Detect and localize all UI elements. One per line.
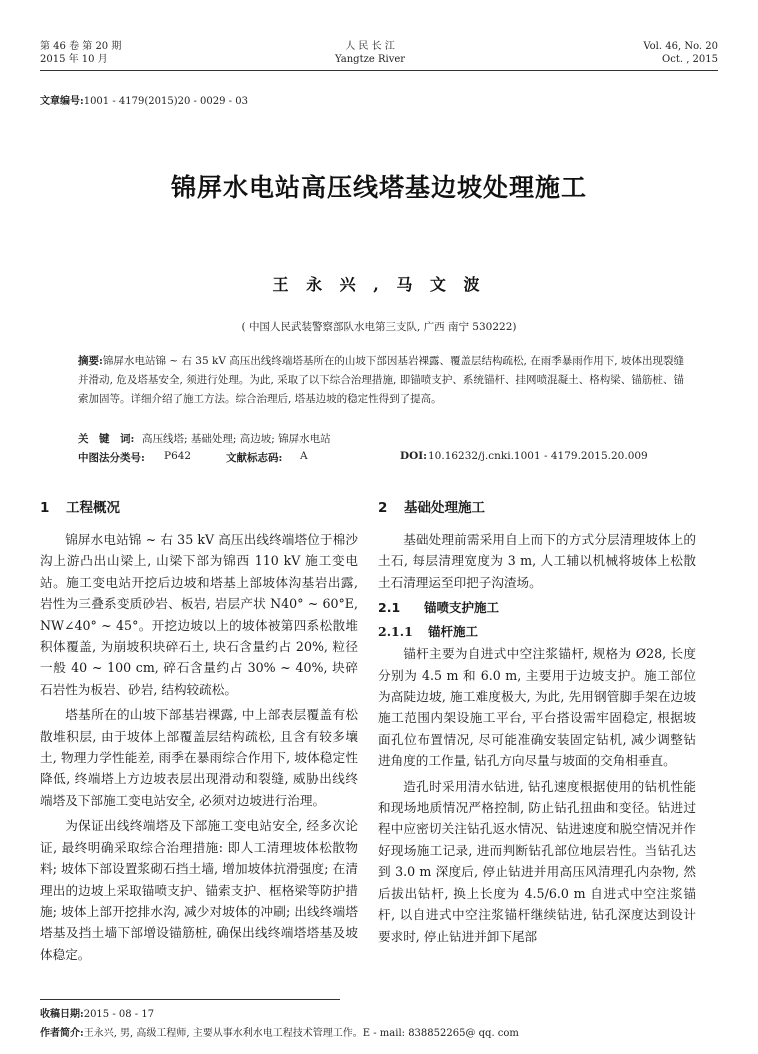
received-date bbox=[40, 1005, 154, 1020]
date-en: Oct. , 2015 bbox=[662, 54, 718, 65]
keywords-label: 关 键 词: bbox=[78, 433, 135, 445]
right-column bbox=[378, 497, 696, 951]
date-cn: 2015 年 10 月 bbox=[40, 54, 108, 65]
doc-code-value: A bbox=[300, 450, 308, 462]
footnote-rule bbox=[40, 999, 340, 1000]
article-number-value: 1001 - 4179(2015)20 - 0029 - 03 bbox=[83, 96, 248, 107]
section-1-paragraph-1: 锦屏水电站锦 ~ 右 35 kV 高压出线终端塔位于棉沙沟上游凸出山梁上, 山梁下部为锦西 110 kV 施工变电站。施工变电站开挖后边坡和塔基上部坡体沟基岩出露, 岩性为三叠系变质砂岩、板岩, 岩层产状 N40° ~ 60°E, NW∠40° ~ 45°。开挖边坡以上的坡体被第四系松散堆积体覆盖, 为崩坡积块碎石土, 块石含量约占 20%, 粒径一般 40 ~ 100 cm, 碎石含量约占 30% ~ 40%, 块碎石岩性为板岩、砂岩, 结构较疏松。 bbox=[40, 532, 358, 697]
author-bio bbox=[40, 1024, 519, 1039]
affiliation: ( 中国人民武装警察部队水电第三支队, 广西 南宁 530222) bbox=[241, 321, 517, 333]
volume-issue-en: Vol. 46, No. 20 bbox=[643, 41, 718, 52]
author-list: 王 永 兴 , 马 文 波 bbox=[272, 275, 486, 294]
abstract-label: 摘要: bbox=[78, 355, 103, 367]
running-header-right bbox=[643, 40, 718, 66]
abstract-text: 锦屏水电站锦 ~ 右 35 kV 高压出线终端塔基所在的山坡下部因基岩裸露、覆盖层结构疏松, 在雨季暴雨作用下, 坡体出现裂缝并滑动, 危及塔基安全, 须进行处理。为此, 采取了以下综合治理措施, 即锚喷支护、系统锚杆、挂网喷混凝土、格构梁、锚筋桩、锚索加固等。详细介绍了施工方法。综合治理后, 塔基边坡的稳定性得到了提高。 bbox=[78, 355, 684, 405]
left-column bbox=[40, 497, 358, 969]
section-1-paragraph-2: 塔基所在的山坡下部基岩裸露, 中上部表层覆盖有松散堆积层, 由于坡体上部覆盖层结构疏松, 且含有较多壤土, 物理力学性能差, 雨季在暴雨综合作用下, 坡体稳定性降低, 终端塔上方边坡表层出现滑动和裂缝, 威胁出线终端塔及下部施工变电站安全, 必须对边坡进行治理。 bbox=[40, 707, 358, 808]
section-2-number: 2 bbox=[378, 500, 388, 516]
subsection-2-1-title: 锚喷支护施工 bbox=[424, 600, 500, 616]
classification-row bbox=[78, 450, 684, 466]
section-2-paragraph-1: 基础处理前需采用自上而下的方式分层清理坡体上的土石, 每层清理宽度为 3 m, 人工辅以机械将坡体上松散土石清理运至印把子沟渣场。 bbox=[378, 532, 696, 590]
volume-issue-cn: 第 46 卷 第 20 期 bbox=[40, 41, 122, 52]
section-1-title: 工程概况 bbox=[66, 500, 120, 516]
doi-value: 10.16232/j.cnki.1001 - 4179.2015.20.009 bbox=[428, 450, 648, 462]
doi-label: DOI: bbox=[400, 450, 428, 462]
subsection-2-1-1-title: 锚杆施工 bbox=[428, 624, 479, 640]
received-value: 2015 - 08 - 17 bbox=[83, 1009, 155, 1020]
subsection-2-1-1-number: 2.1.1 bbox=[378, 624, 413, 640]
running-header-left bbox=[40, 40, 121, 66]
article-number bbox=[40, 92, 248, 107]
paper-title: 锦屏水电站高压线塔基边坡处理施工 bbox=[170, 173, 587, 202]
doc-code-label: 文献标志码: bbox=[226, 452, 283, 464]
keywords-text: 高压线塔; 基础处理; 高边坡; 锦屏水电站 bbox=[142, 433, 331, 445]
abstract bbox=[78, 352, 684, 409]
subsection-2-1-number: 2.1 bbox=[378, 600, 401, 616]
section-1-paragraph-3: 为保证出线终端塔及下部施工变电站安全, 经多次论证, 最终明确采取综合治理措施: 即人工清理坡体松散物料; 坡体下部设置浆砌石挡土墙, 增加坡体抗滑强度; 在清理出的边坡上采取锚喷支护、锚索支护、框格梁等防护措施; 坡体上部开挖排水沟, 减少对坡体的冲刷; 出线终端塔塔基及挡土墙下部增设锚筋桩, 确保出线终端塔塔基及坡体稳定。 bbox=[40, 818, 358, 962]
section-1-heading bbox=[40, 497, 358, 519]
keywords-row bbox=[78, 431, 684, 447]
header-rule bbox=[40, 70, 718, 71]
author-bio-text: 王永兴, 男, 高级工程师, 主要从事水利水电工程技术管理工作。E - mail: 838852265@ qq. com bbox=[83, 1028, 519, 1039]
section-2-title: 基础处理施工 bbox=[404, 500, 485, 516]
section-1-number: 1 bbox=[40, 500, 50, 516]
section-2-heading bbox=[378, 497, 696, 519]
clc-value: P642 bbox=[164, 450, 192, 462]
running-header-center bbox=[300, 40, 440, 66]
received-label: 收稿日期: bbox=[40, 1009, 84, 1020]
subsection-2-1-heading bbox=[378, 597, 696, 619]
journal-name-en: Yangtze River bbox=[334, 54, 406, 65]
author-bio-label: 作者简介: bbox=[40, 1028, 84, 1039]
subsection-2-1-1-paragraph-2: 造孔时采用清水钻进, 钻孔速度根据使用的钻机性能和现场地质情况严格控制, 防止钻孔扭曲和变径。钻进过程中应密切关注钻孔返水情况、钻进速度和脱空情况并作好现场施工记录, 进而判断钻孔部位地层岩性。当钻孔达到 3.0 m 深度后, 停止钻进并用高压风清理孔内杂物, 然后拔出钻杆, 换上长度为 4.5/6.0 m 自进式中空注浆锚杆, 以自进式中空注浆锚杆继续钻进, 钻孔深度达到设计要求时, 停止钻进并卸下尾部 bbox=[378, 778, 696, 944]
clc-label: 中图法分类号: bbox=[78, 452, 145, 464]
article-number-label: 文章编号: bbox=[40, 96, 84, 107]
subsection-2-1-1-paragraph-1: 锚杆主要为自进式中空注浆锚杆, 规格为 Ø28, 长度分别为 4.5 m 和 6.0 m, 主要用于边坡支护。施工部位为高陡边坡, 施工难度极大, 为此, 先用钢管脚手架在边坡施工范围内架设施工平台, 平台搭设需牢固稳定, 根据坡面孔位布置情况, 尽可能准确安装固定钻机, 减少调整钻进角度的工作量, 钻孔方向尽量与坡面的交角相垂直。 bbox=[378, 646, 696, 769]
subsection-2-1-1-heading bbox=[378, 621, 696, 643]
journal-name-cn: 人 民 长 江 bbox=[345, 41, 395, 52]
